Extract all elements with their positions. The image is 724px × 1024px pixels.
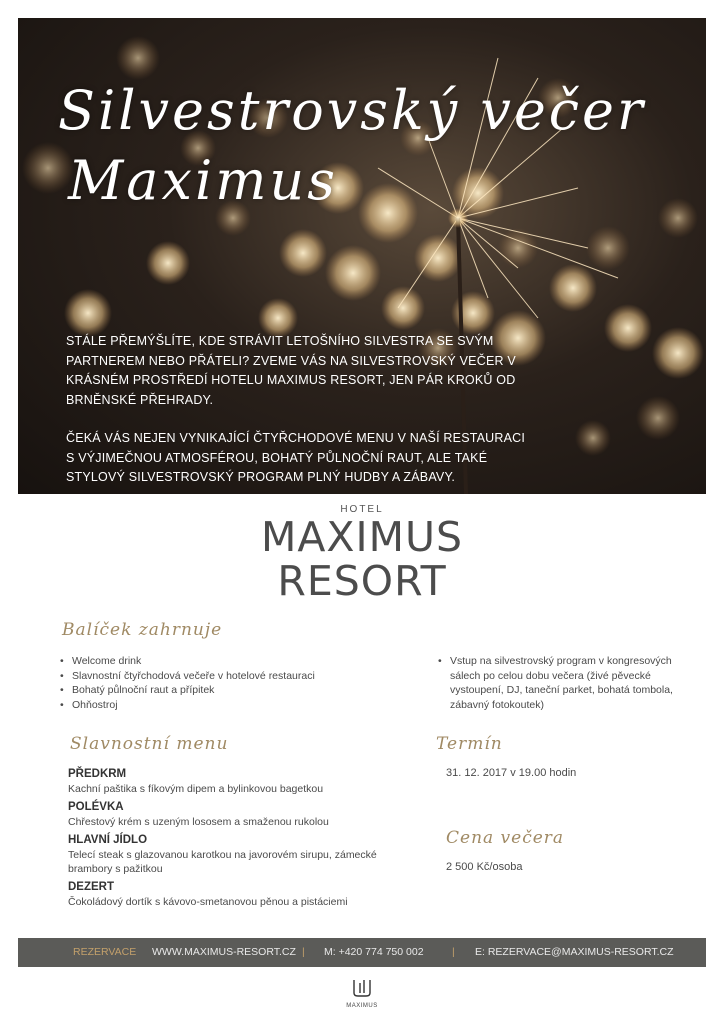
price-heading: Cena večera xyxy=(446,828,565,848)
course-name: HLAVNÍ JÍDLO xyxy=(68,834,148,846)
course-description: Chřestový krém s uzeným lososem a smaženou rukolou xyxy=(68,816,329,828)
course-description: Čokoládový dortík s kávovo-smetanovou pěnou a pistáciemi xyxy=(68,896,348,908)
menu-heading: Slavnostní menu xyxy=(70,734,229,754)
footer-reservation-label: REZERVACE xyxy=(73,946,137,958)
course-name: POLÉVKA xyxy=(68,801,124,813)
list-item: • Bohatý půlnoční raut a přípitek xyxy=(60,683,390,698)
hero-paragraph-2: ČEKÁ VÁS NEJEN VYNIKAJÍCÍ ČTYŘCHODOVÉ MENU V NAŠÍ RESTAURACI S VÝJIMEČNOU ATMOSFÉROU, BOHATÝ PŮLNOČNÍ RAUT, ALE TAKÉ STYLOVÝ SILVESTROVSKÝ PROGRAM PLNÝ HUDBY A ZÁBAVY. xyxy=(66,431,526,484)
logo-line1: MAXIMUS xyxy=(260,513,463,561)
list-item: • Welcome drink xyxy=(60,654,390,669)
logo-line2: RESORT xyxy=(277,557,447,605)
list-item: • Vstup na silvestrovský program v kongresových sálech po celou dobu večera (živé pěvecké vystoupení, DJ, taneční parket, bohatá tombola, zábavný fotokoutek) xyxy=(438,654,678,712)
menu-courses xyxy=(68,766,408,912)
maximus-logo-icon xyxy=(351,978,373,998)
package-list-right xyxy=(438,654,678,712)
hero-intro xyxy=(66,332,536,494)
hotel-logo xyxy=(0,504,724,603)
menu-course xyxy=(68,879,408,909)
footer-separator: | xyxy=(302,946,305,958)
date-heading: Termín xyxy=(436,734,503,754)
hero-title-line2: Maximus xyxy=(68,149,338,212)
hero-banner xyxy=(18,18,706,494)
date-value: 31. 12. 2017 v 19.00 hodin xyxy=(446,767,577,779)
course-description: Telecí steak s glazovanou karotkou na javorovém sirupu, zámecké brambory s pažitkou xyxy=(68,849,377,875)
menu-course xyxy=(68,766,408,796)
reservation-footer xyxy=(18,938,706,967)
list-item: • Ohňostroj xyxy=(60,698,390,713)
logo-hotel-label: HOTEL xyxy=(340,504,384,515)
list-item: • Slavnostní čtyřchodová večeře v hotelové restauraci xyxy=(60,669,390,684)
course-name: PŘEDKRM xyxy=(68,768,127,780)
menu-course xyxy=(68,799,408,829)
course-description: Kachní paštika s fíkovým dipem a bylinkovou bagetkou xyxy=(68,783,324,795)
hero-title xyxy=(58,76,698,216)
menu-course xyxy=(68,832,408,876)
hero-paragraph-1: STÁLE PŘEMÝŠLÍTE, KDE STRÁVIT LETOŠNÍHO SILVESTRA SE SVÝM PARTNEREM NEBO PŘÁTELI? ZVEME VÁS NA SILVESTROVSKÝ VEČER V KRÁSNÉM PROSTŘEDÍ HOTELU MAXIMUS RESORT, JEN PÁR KROKŮ OD BRNĚNSKÉ PŘEHRADY. xyxy=(66,334,516,407)
price-value: 2 500 Kč/osoba xyxy=(446,861,523,873)
bottom-logo xyxy=(342,978,382,1009)
footer-web-link[interactable]: WWW.MAXIMUS-RESORT.CZ xyxy=(152,946,296,958)
bottom-logo-brand: MAXIMUS xyxy=(346,1003,378,1009)
footer-separator: | xyxy=(452,946,455,958)
package-list-left xyxy=(60,654,390,712)
course-name: DEZERT xyxy=(68,881,114,893)
hero-title-line1: Silvestrovský večer xyxy=(58,79,646,142)
footer-phone[interactable]: M: +420 774 750 002 xyxy=(324,946,424,958)
package-heading: Balíček zahrnuje xyxy=(62,620,223,640)
footer-email-link[interactable]: E: REZERVACE@MAXIMUS-RESORT.CZ xyxy=(475,946,674,958)
